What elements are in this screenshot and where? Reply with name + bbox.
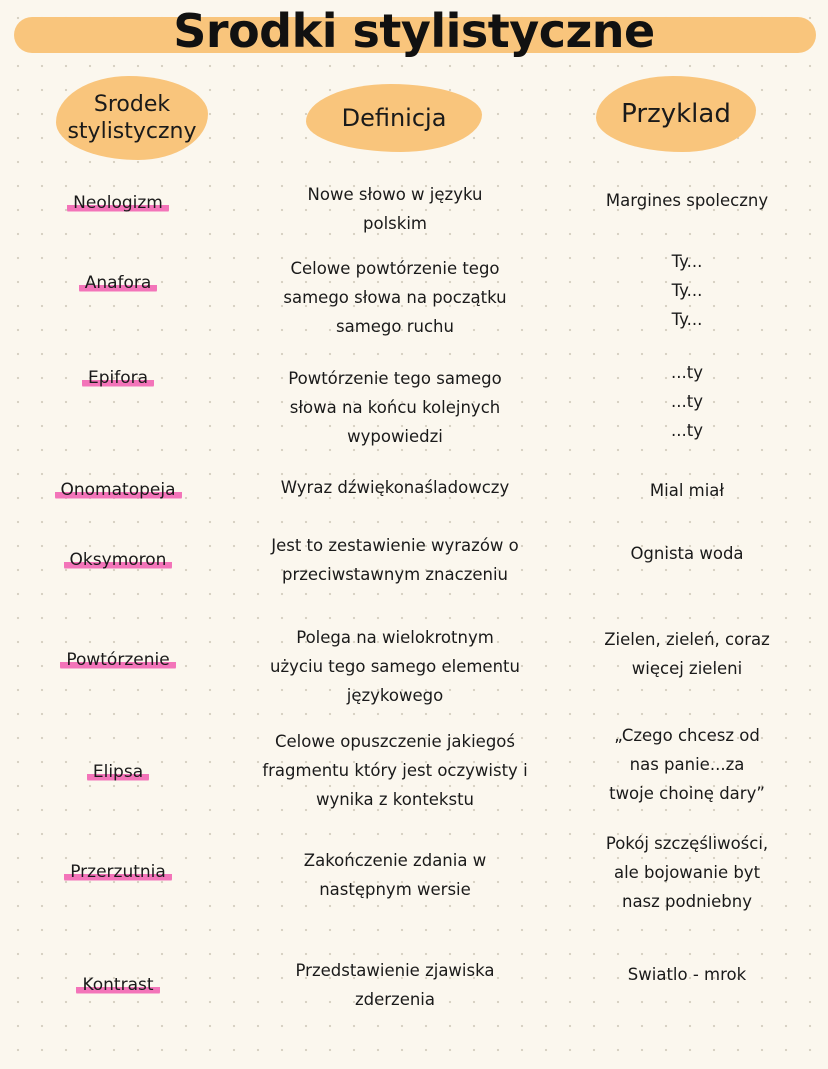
term-label: Epifora bbox=[82, 369, 154, 388]
header-term-label: Srodek stylistyczny bbox=[67, 92, 197, 144]
example-cell: Mial miał bbox=[649, 481, 725, 500]
header-example-label: Przyklad bbox=[621, 99, 731, 129]
definition-cell: Powtórzenie tego samego słowa na końcu kolejnych wypowiedzi bbox=[288, 369, 502, 446]
term-cell bbox=[0, 975, 236, 995]
example-cell: Margines spoleczny bbox=[605, 191, 769, 210]
term-cell bbox=[0, 193, 236, 213]
definition-cell: Nowe słowo w języku polskim bbox=[307, 185, 483, 233]
definition-cell: Wyraz dźwiękonaśladowczy bbox=[280, 478, 510, 497]
term-cell bbox=[0, 862, 236, 882]
header-definition bbox=[306, 84, 482, 152]
page-title: Srodki stylistyczne bbox=[173, 4, 655, 58]
example-cell: „Czego chcesz od nas panie...za twoje choinę dary” bbox=[609, 726, 765, 803]
example-cell: Ty... Ty... Ty... bbox=[671, 252, 703, 329]
definition-cell: Polega na wielokrotnym użyciu tego samego elementu językowego bbox=[270, 628, 520, 705]
term-cell bbox=[0, 480, 236, 500]
example-cell: Ognista woda bbox=[630, 544, 744, 563]
term-cell bbox=[0, 762, 236, 782]
definition-cell: Przedstawienie zjawiska zderzenia bbox=[295, 961, 495, 1009]
term-label: Elipsa bbox=[87, 763, 149, 782]
definition-cell: Celowe powtórzenie tego samego słowa na początku samego ruchu bbox=[283, 259, 507, 336]
term-label: Onomatopeja bbox=[55, 481, 182, 500]
example-cell: Pokój szczęśliwości, ale bojowanie byt nasz podniebny bbox=[605, 834, 769, 911]
definition-cell: Jest to zestawienie wyrazów o przeciwstawnym znaczeniu bbox=[271, 536, 519, 584]
term-label: Powtórzenie bbox=[60, 651, 175, 670]
header-example bbox=[596, 76, 756, 152]
term-cell bbox=[0, 550, 236, 570]
example-cell: Zielen, zieleń, coraz więcej zieleni bbox=[604, 630, 770, 678]
example-cell: ...ty ...ty ...ty bbox=[671, 363, 703, 440]
term-label: Neologizm bbox=[67, 194, 169, 213]
term-cell bbox=[0, 273, 236, 293]
term-cell bbox=[0, 368, 236, 388]
definition-cell: Celowe opuszczenie jakiegoś fragmentu który jest oczywisty i wynika z kontekstu bbox=[262, 732, 528, 809]
term-cell bbox=[0, 650, 236, 670]
term-label: Kontrast bbox=[76, 976, 159, 995]
definition-cell: Zakończenie zdania w następnym wersie bbox=[303, 851, 487, 899]
term-label: Anafora bbox=[79, 274, 158, 293]
header-term bbox=[56, 76, 208, 160]
header-definition-label: Definicja bbox=[341, 104, 447, 132]
term-label: Przerzutnia bbox=[64, 863, 172, 882]
example-cell: Swiatlo - mrok bbox=[627, 965, 747, 984]
term-label: Oksymoron bbox=[64, 551, 173, 570]
